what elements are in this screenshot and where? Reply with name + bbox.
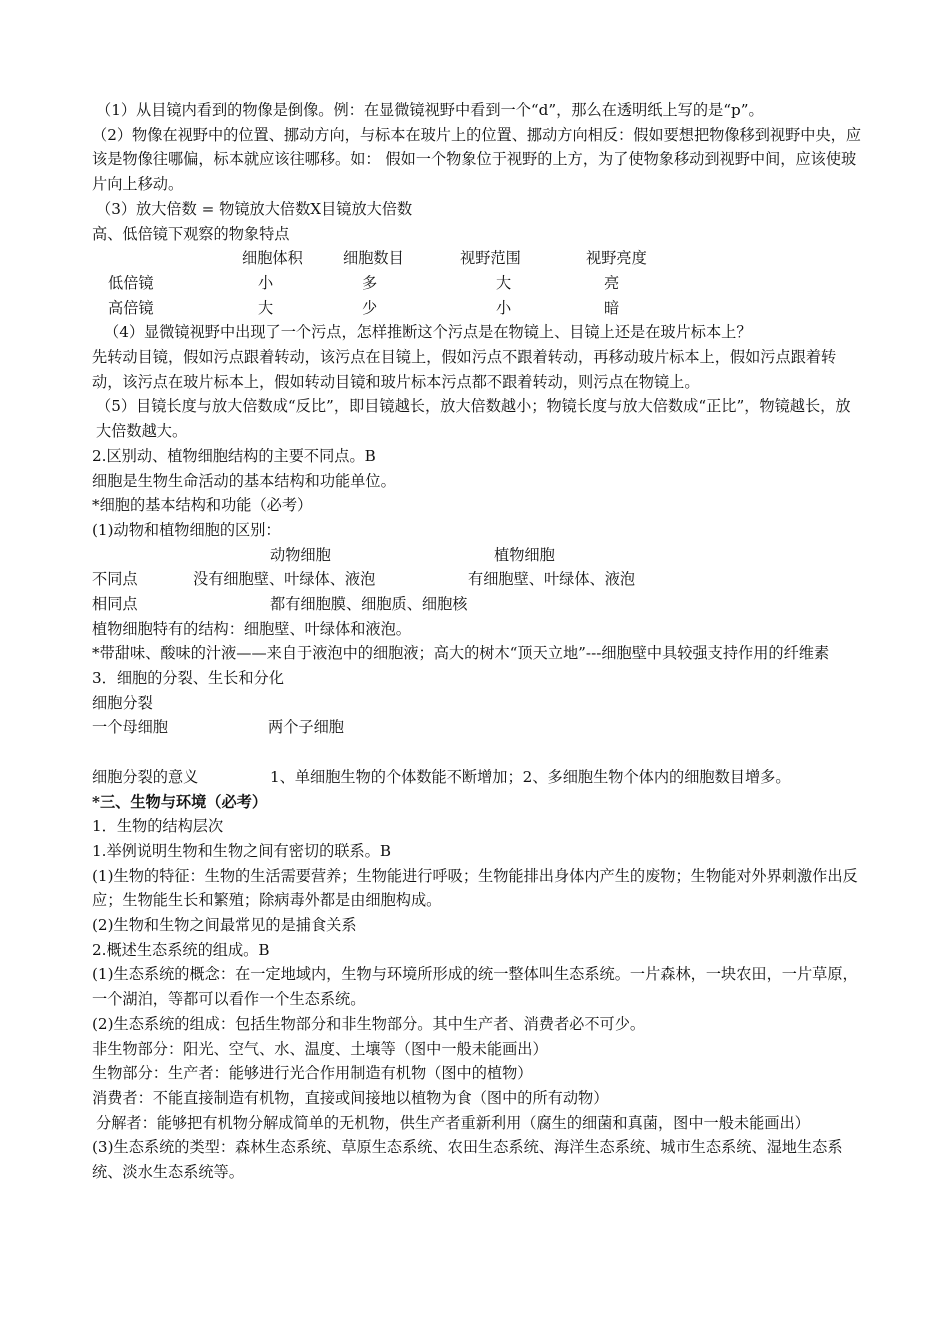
mag-table-row [92,296,862,321]
paragraph: （1）从目镜内看到的物像是倒像。例：在显微镜视野中看到一个“d”，那么在透明纸上写的是“p”。 [96,101,764,119]
paragraph: *带甜味、酸味的汁液——来自于液泡中的细胞液；高大的树木“顶天立地”---细胞壁中具较强支持作用的纤维素 [92,644,830,663]
paragraph: 先转动目镜，假如污点跟着转动，该污点在目镜上，假如污点不跟着转动，再移动玻片标本上，假如污点跟着转动，该污点在玻片标本上，假如转动目镜和玻片标本污点都不跟着转动，则污点在物镜上。 [92,347,837,391]
document-page [92,98,862,1185]
row-label: 高倍镜 [108,298,154,317]
paragraph: 消费者：不能直接制造有机物，直接或间接地以植物为食（图中的所有动物） [92,1088,609,1107]
table-header: 植物细胞 [494,545,555,564]
row-label: 低倍镜 [108,273,154,292]
table-header: 细胞体积 [242,249,303,268]
table-header: 视野范围 [460,249,521,268]
cell-table-row [92,592,862,617]
row-label: 相同点 [92,594,138,613]
paragraph: (2)生态系统的组成：包括生物部分和非生物部分。其中生产者、消费者必不可少。 [92,1014,646,1033]
paragraph: （2）物像在视野中的位置、挪动方向，与标本在玻片上的位置、挪动方向相反：假如要想把物像移到视野中央，应该是物像往哪偏，标本就应该往哪移。如： 假如一个物象位于视野的上方，为了使物象移动到视野中间，应该使玻片向上移动。 [92,125,862,194]
table-cell: 暗 [604,298,620,317]
significance-row [92,765,862,790]
paragraph: 3．细胞的分裂、生长和分化 [92,669,284,688]
significance-text: 1、单细胞生物的个体数能不断增加；2、多细胞生物个体内的细胞数目增多。 [270,767,791,786]
significance-label: 细胞分裂的意义 [92,767,199,786]
table-cell: 亮 [604,273,620,292]
paragraph: （3）放大倍数 = 物镜放大倍数X目镜放大倍数 [96,199,413,218]
mag-table-header [92,246,862,271]
paragraph: 分解者：能够把有机物分解成简单的无机物，供生产者重新利用（腐生的细菌和真菌，图中一般未能画出） [96,1113,810,1132]
paragraph: (2)生物和生物之间最常见的是捕食关系 [92,916,357,935]
division-row [92,715,862,740]
row-label: 不同点 [92,570,138,589]
division-left: 一个母细胞 [92,718,168,737]
paragraph: 细胞分裂 [92,693,153,712]
table-cell: 大 [496,273,512,292]
paragraph: 高、低倍镜下观察的物象特点 [92,224,290,243]
paragraph: (3)生态系统的类型：森林生态系统、草原生态系统、农田生态系统、海洋生态系统、城市生态系统、湿地生态系统、淡水生态系统等。 [92,1138,843,1182]
table-cell: 少 [362,298,378,317]
table-cell: 多 [362,273,378,292]
table-cell: 大 [258,298,274,317]
cell-table-row [92,567,862,592]
paragraph: (1)生态系统的概念：在一定地域内，生物与环境所形成的统一整体叫生态系统。一片森林，一块农田，一片草原，一个湖泊，等都可以看作一个生态系统。 [92,965,858,1009]
table-cell: 小 [496,298,512,317]
cell-table-header [92,543,862,568]
paragraph: 植物细胞特有的结构：细胞壁、叶绿体和液泡。 [92,619,411,638]
paragraph: 1.举例说明生物和生物之间有密切的联系。B [92,841,392,860]
table-header: 视野亮度 [586,249,647,268]
paragraph: (1)生物的特征：生物的生活需要营养；生物能进行呼吸；生物能排出身体内产生的废物；生物能对外界刺激作出反应；生物能生长和繁殖；除病毒外都是由细胞构成。 [92,866,858,910]
paragraph: 生物部分：生产者：能够进行光合作用制造有机物（图中的植物） [92,1064,533,1083]
section-heading: *三、生物与环境（必考） [92,792,268,811]
paragraph: （5）目镜长度与放大倍数成“反比”，即目镜越长，放大倍数越小；物镜长度与放大倍数成“正比”，物镜越长，放大倍数越大。 [96,397,851,441]
paragraph: 2.概述生态系统的组成。B [92,940,270,959]
blank-line [92,740,862,765]
mag-table-row [92,271,862,296]
table-cell: 小 [258,273,274,292]
paragraph: *细胞的基本结构和功能（必考） [92,496,313,515]
paragraph: （4）显微镜视野中出现了一个污点，怎样推断这个污点是在物镜上、目镜上还是在玻片标本上？ [104,323,752,342]
paragraph: 1．生物的结构层次 [92,817,224,836]
table-header: 细胞数目 [343,249,404,268]
division-right: 两个子细胞 [268,718,344,737]
paragraph: (1)动物和植物细胞的区别： [92,520,281,539]
paragraph: 2.区别动、植物细胞结构的主要不同点。B [92,446,376,465]
table-cell: 没有细胞壁、叶绿体、液泡 [193,570,376,589]
table-cell: 都有细胞膜、细胞质、细胞核 [270,594,468,613]
paragraph: 细胞是生物生命活动的基本结构和功能单位。 [92,471,396,490]
paragraph: 非生物部分：阳光、空气、水、温度、土壤等（图中一般未能画出） [92,1039,548,1058]
table-header: 动物细胞 [270,545,331,564]
table-cell: 有细胞壁、叶绿体、液泡 [468,570,636,589]
